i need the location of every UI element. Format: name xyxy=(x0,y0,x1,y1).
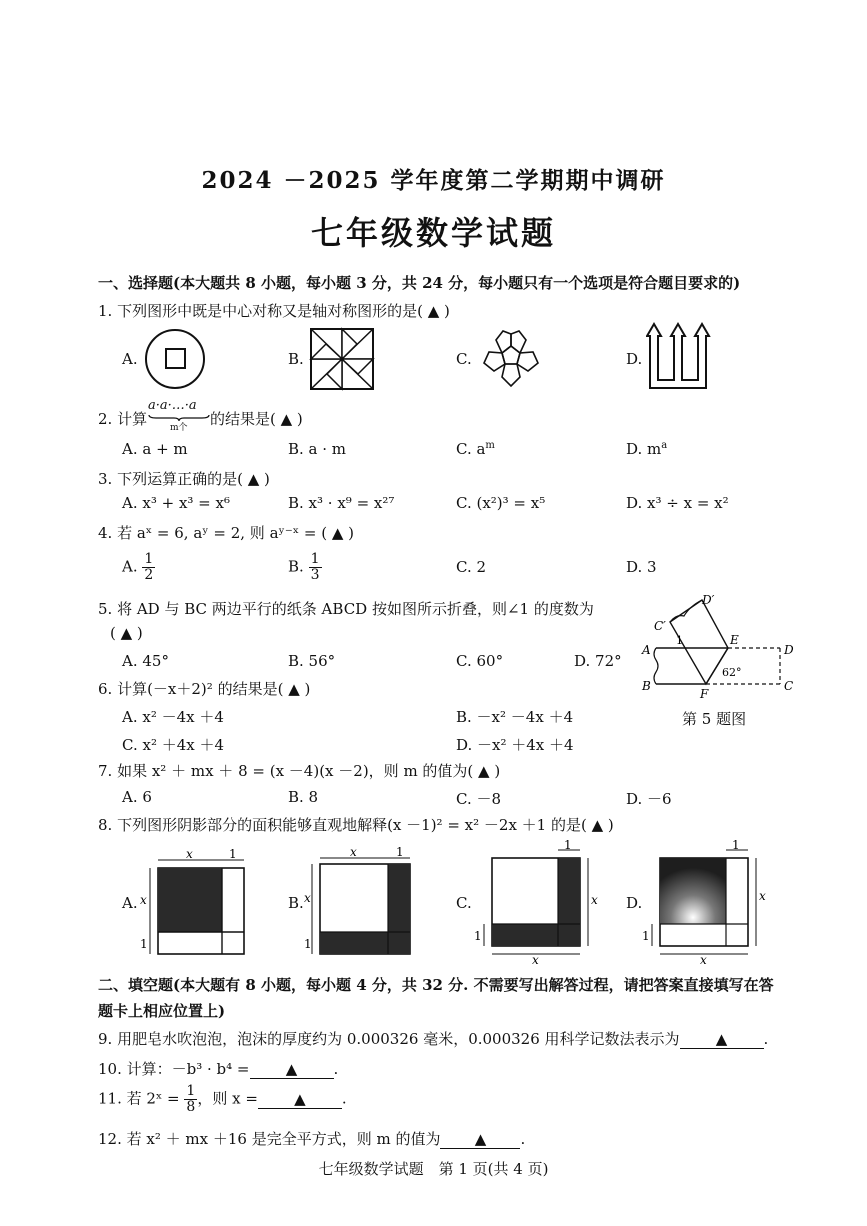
q5-stem: 5. 将 AD 与 BC 两边平行的纸条 ABCD 按如图所示折叠，则∠1 的度数为 xyxy=(98,600,594,618)
q8-a-dim-1-top: 1 xyxy=(229,847,237,861)
q5-stem-answer: ( ▲ ) xyxy=(110,624,143,642)
q1-figure-c-pentagons xyxy=(474,326,548,392)
q8-stem: 8. 下列图形阴影部分的面积能够直观地解释(x －1)² = x² －2x ＋1 的是( ▲ ) xyxy=(98,816,614,834)
q10-end: . xyxy=(333,1060,339,1078)
q11-answer-blank[interactable]: ▲ xyxy=(258,1090,342,1109)
q8-b-dim-1-left: 1 xyxy=(304,937,312,951)
q8-c-dim-1-top: 1 xyxy=(564,840,572,852)
q5-figure-folded-strip xyxy=(640,592,800,700)
q4-option-a-fraction xyxy=(142,552,155,583)
q8-a-dim-x-top: x xyxy=(186,847,193,861)
q1-stem: 1. 下列图形中既是中心对称又是轴对称图形的是( ▲ ) xyxy=(98,302,450,320)
q5-label-dprime: D′ xyxy=(702,593,715,607)
section1-heading: 一、选择题(本大题共 8 小题，每小题 3 分，共 24 分，每小题只有一个选项是符合题目要求的) xyxy=(98,274,741,292)
q8-label-a: A. xyxy=(122,894,138,912)
q8-label-c: C. xyxy=(456,894,472,912)
q8-figure-d xyxy=(642,840,772,964)
q5-figure-caption: 第 5 题图 xyxy=(682,710,747,728)
q8-label-b: B. xyxy=(288,894,304,912)
exam-title-subject: 七年级数学试题 xyxy=(310,214,556,252)
q2-option-b: B. a · m xyxy=(288,440,347,458)
q5-option-c: C. 60° xyxy=(456,652,504,670)
q4-b-denominator: 3 xyxy=(310,567,320,583)
q9-stem xyxy=(98,1028,768,1049)
q5-label-e: E xyxy=(730,633,739,647)
section2-heading-line2: 题卡上相应位置上) xyxy=(98,1002,226,1020)
q5-label-f: F xyxy=(700,687,709,700)
q5-label-d: D xyxy=(784,643,794,657)
q4-option-b-fraction xyxy=(309,552,322,583)
q8-c-dim-x-right: x xyxy=(591,893,598,907)
q7-option-b: B. 8 xyxy=(288,788,319,806)
q1-label-d: D. xyxy=(626,350,643,368)
q10-stem xyxy=(98,1058,338,1079)
q7-option-a: A. 6 xyxy=(122,788,152,806)
q3-option-a: A. x³ + x³ = x⁶ xyxy=(122,494,230,512)
q11-numerator: 1 xyxy=(186,1083,196,1099)
q1-label-b: B. xyxy=(288,350,304,368)
q2-option-d-base: D. m xyxy=(626,440,662,458)
q1-label-c: C. xyxy=(456,350,472,368)
q4-a-numerator: 1 xyxy=(144,551,154,567)
q8-d-dim-1-top: 1 xyxy=(732,840,740,852)
q3-stem: 3. 下列运算正确的是( ▲ ) xyxy=(98,470,270,488)
q11-fraction xyxy=(184,1084,197,1115)
q12-end: . xyxy=(520,1130,526,1148)
q8-figure-b xyxy=(304,846,416,958)
q7-stem: 7. 如果 x² ＋ mx ＋ 8 = (x －4)(x －2)，则 m 的值为( ▲ ) xyxy=(98,762,501,780)
q5-option-d: D. 72° xyxy=(574,652,622,670)
q8-c-dim-1-left: 1 xyxy=(474,929,482,943)
q3-option-c: C. (x²)³ = x⁵ xyxy=(456,494,546,512)
exam-title-year: 2024 －2025 学年度第二学期期中调研 xyxy=(201,167,666,194)
q6-option-b: B. －x² －4x ＋4 xyxy=(456,708,574,726)
q5-option-b: B. 56° xyxy=(288,652,336,670)
q8-b-dim-1-top: 1 xyxy=(396,846,404,859)
q8-a-dim-x-left: x xyxy=(140,893,147,907)
q1-figure-a-coin xyxy=(142,328,208,390)
q9-text: 9. 用肥皂水吹泡泡，泡沫的厚度约为 0.000326 毫米，0.000326 用科学记数法表示为 xyxy=(98,1030,680,1048)
q2-option-d-exp: a xyxy=(661,440,668,451)
q8-c-dim-x-bottom: x xyxy=(532,953,539,964)
q5-label-cprime: C′ xyxy=(654,619,666,633)
q8-figure-c xyxy=(472,840,602,964)
q4-option-c: C. 2 xyxy=(456,558,487,576)
q8-d-dim-x-right: x xyxy=(759,889,766,903)
q11-stem xyxy=(98,1084,347,1115)
q11-text-pre: 11. 若 2ˣ = xyxy=(98,1089,180,1108)
q3-option-d: D. x³ ÷ x = x² xyxy=(626,494,729,512)
page-footer: 七年级数学试题 第 1 页(共 4 页) xyxy=(318,1160,549,1178)
q4-option-b-label: B. xyxy=(288,557,304,576)
q2-stem-pre: 2. 计算 xyxy=(98,410,148,428)
q1-figure-d-trident xyxy=(646,322,712,390)
q8-b-dim-x-top: x xyxy=(350,846,357,859)
q5-label-a: A xyxy=(642,643,651,657)
q6-option-c: C. x² ＋4x ＋4 xyxy=(122,736,225,754)
q9-end: . xyxy=(763,1030,769,1048)
q5-label-62deg: 62° xyxy=(722,666,742,679)
q5-label-angle1: 1 xyxy=(676,634,683,647)
q5-label-b: B xyxy=(642,679,651,693)
section2-heading-line1: 二、填空题(本大题有 8 小题，每小题 4 分，共 32 分. 不需要写出解答过程，请把答案直接填写在答 xyxy=(98,976,774,994)
q8-d-dim-1-left: 1 xyxy=(642,929,650,943)
q2-option-c xyxy=(456,440,495,458)
q4-option-d: D. 3 xyxy=(626,558,657,576)
q2-option-a: A. a + m xyxy=(122,440,188,458)
q4-option-a-label: A. xyxy=(122,557,138,576)
q8-figure-a xyxy=(138,846,250,958)
q8-label-d: D. xyxy=(626,894,643,912)
q11-end: . xyxy=(341,1089,347,1108)
q11-denominator: 8 xyxy=(186,1099,196,1115)
q6-stem: 6. 计算(－x＋2)² 的结果是( ▲ ) xyxy=(98,680,311,698)
q4-option-a xyxy=(122,552,155,583)
q8-a-dim-1-left: 1 xyxy=(140,937,148,951)
q9-answer-blank[interactable]: ▲ xyxy=(680,1030,764,1049)
q4-a-denominator: 2 xyxy=(144,567,154,583)
q8-b-dim-x-left: x xyxy=(304,891,311,905)
q2-brace-bottom: m个 xyxy=(170,423,188,433)
q6-option-a: A. x² －4x ＋4 xyxy=(122,708,224,726)
q1-figure-b-pinwheel xyxy=(308,326,376,392)
q10-answer-blank[interactable]: ▲ xyxy=(250,1060,334,1079)
q5-option-a: A. 45° xyxy=(122,652,169,670)
q4-stem: 4. 若 aˣ = 6, aʸ = 2, 则 aʸ⁻ˣ = ( ▲ ) xyxy=(98,524,355,542)
q2-option-d xyxy=(626,440,667,458)
q4-option-b xyxy=(288,552,322,583)
q6-option-d: D. －x² ＋4x ＋4 xyxy=(456,736,574,754)
q8-d-dim-x-bottom: x xyxy=(700,953,707,964)
q2-stem-post: 的结果是( ▲ ) xyxy=(210,410,303,428)
q7-option-c: C. －8 xyxy=(456,790,502,808)
q12-stem xyxy=(98,1128,525,1149)
q5-label-c: C xyxy=(784,679,794,693)
q2-option-c-base: C. a xyxy=(456,440,486,458)
q11-text-post: ，则 x = xyxy=(197,1089,258,1108)
q10-text: 10. 计算：－b³ · b⁴ = xyxy=(98,1060,250,1078)
q7-option-d: D. －6 xyxy=(626,790,672,808)
q2-option-c-exp: m xyxy=(485,440,495,451)
q12-text: 12. 若 x² ＋ mx ＋16 是完全平方式，则 m 的值为 xyxy=(98,1130,441,1148)
q12-answer-blank[interactable]: ▲ xyxy=(440,1130,520,1149)
q4-b-numerator: 1 xyxy=(310,551,320,567)
q1-label-a: A. xyxy=(122,350,138,368)
q2-brace-top: a·a·…·a xyxy=(148,398,197,413)
q3-option-b: B. x³ · x⁹ = x²⁷ xyxy=(288,494,395,512)
